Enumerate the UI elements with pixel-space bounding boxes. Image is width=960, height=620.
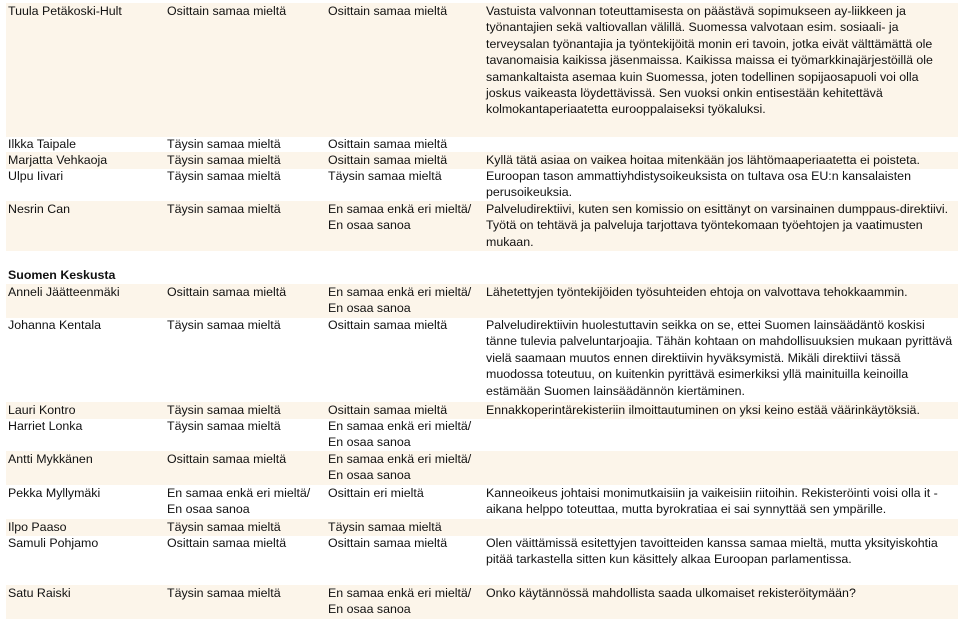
table-row (6, 317, 958, 401)
respondent-name: Nesrin Can (8, 202, 70, 216)
answer-column-1: Täysin samaa mieltä (167, 202, 281, 216)
table-row (6, 451, 958, 485)
answer-column-2: Osittain samaa mieltä (328, 403, 448, 417)
respondent-name: Samuli Pohjamo (8, 536, 99, 550)
comment: Kanneoikeus johtaisi monimutkaisiin ja vaikeisiin riitoihin. Rekisteröinti voisi olla it -aikana helppo toteuttaa, mutta byrokratiaa ei sai synnyttää sen ympärille. (486, 486, 938, 517)
table-row (6, 519, 958, 536)
answer-column-1: Täysin samaa mieltä (167, 318, 281, 332)
comment: Palveludirektiivin huolestuttavin seikka on se, ettei Suomen lainsäädäntö koskisi tänne tulevia palveluntarjoajia. Tähän kohtaan on mahdollisuuksien mukaan pyrittävä vielä saamaan muutos ennen direktiivin hyväksymistä. Mikäli direktiivi tässä muodossa toteutuu, on kuitenkin pyrittävä esimerkiksi yllä mainituilla keinoilla estämään Suomen lainsäädännön kiertäminen. (486, 318, 953, 398)
comment: Euroopan tason ammattiyhdistysoikeuksista on tultava osa EU:n kansalaisten perusoikeuksia. (486, 169, 911, 200)
section-heading: Suomen Keskusta (8, 268, 116, 282)
answer-column-2: Osittain samaa mieltä (328, 318, 448, 332)
answer-column-2: En samaa enkä eri mieltä/ En osaa sanoa (328, 285, 472, 316)
comment: Kyllä tätä asiaa on vaikea hoitaa mitenkään jos lähtömaaperiaatetta ei poisteta. (486, 153, 920, 167)
answer-column-1: En samaa enkä eri mieltä/ En osaa sanoa (167, 486, 311, 517)
answer-column-1: Täysin samaa mieltä (167, 403, 281, 417)
respondent-name: Pekka Myllymäki (8, 486, 101, 500)
answer-column-2: Osittain samaa mieltä (328, 153, 448, 167)
answer-column-1: Osittain samaa mieltä (167, 536, 287, 550)
answer-column-2: Osittain eri mieltä (328, 486, 424, 500)
table-row (6, 152, 958, 169)
answer-column-2: Osittain samaa mieltä (328, 137, 448, 151)
comment: Onko käytännössä mahdollista saada ulkomaiset rekisteröitymään? (486, 586, 856, 600)
respondent-name: Satu Raiski (8, 586, 71, 600)
answer-column-2: En samaa enkä eri mieltä/ En osaa sanoa (328, 586, 472, 617)
answer-column-1: Osittain samaa mieltä (167, 452, 287, 466)
respondent-name: Tuula Petäkoski-Hult (8, 4, 122, 18)
answer-column-2: En samaa enkä eri mieltä/ En osaa sanoa (328, 452, 472, 483)
comment: Olen väittämissä esitettyjen tavoitteiden kanssa samaa mieltä, mutta yksityiskohtia pitää tarkastella sitten kun käsittely alkaa Euroopan parlamentissa. (486, 536, 938, 567)
respondent-name: Ulpu Iivari (8, 169, 64, 183)
table-row (6, 284, 958, 318)
respondent-name: Anneli Jäätteenmäki (8, 285, 120, 299)
table-row (6, 535, 958, 586)
answer-column-1: Osittain samaa mieltä (167, 285, 287, 299)
answer-column-2: Osittain samaa mieltä (328, 4, 448, 18)
table-row (6, 168, 958, 202)
answer-column-1: Täysin samaa mieltä (167, 419, 281, 433)
table-row (6, 3, 958, 137)
table-row (6, 201, 958, 251)
answer-column-1: Täysin samaa mieltä (167, 520, 281, 534)
answer-column-1: Täysin samaa mieltä (167, 169, 281, 183)
answer-column-1: Täysin samaa mieltä (167, 153, 281, 167)
answer-column-1: Täysin samaa mieltä (167, 137, 281, 151)
table-row (6, 418, 958, 452)
answer-column-2: Täysin samaa mieltä (328, 520, 442, 534)
table-row (6, 585, 958, 619)
respondent-name: Harriet Lonka (8, 419, 83, 433)
comment: Vastuista valvonnan toteuttamisesta on päästävä sopimukseen ay-liikkeen ja työnantajien sekä valtiovallan välillä. Suomessa valvotaan esim. sosiaali- ja terveysalan työnantajia ja työntekijöitä monin eri tavoin, jotka eivät välttämättä ole tavanomaisia kaikissa jäsenmaissa. Kaikissa maissa ei työmarkkinajärjestöillä ole samankaltaista asemaa kuin Suomessa, joten todellinen sopijaosapuoli voi olla joskus vaikeasta löydettävissä. Sen vuoksi onkin entisestään kehitettävä kolmokantaperiaatetta eurooppalaiseksi työkaluksi. (486, 4, 933, 117)
table-row (6, 402, 958, 419)
respondent-name: Marjatta Vehkaoja (8, 153, 108, 167)
comment: Ennakkoperintärekisteriin ilmoittautuminen on yksi keino estää väärinkäytöksiä. (486, 403, 920, 417)
answer-column-2: Osittain samaa mieltä (328, 536, 448, 550)
answer-column-1: Täysin samaa mieltä (167, 586, 281, 600)
respondent-name: Johanna Kentala (8, 318, 102, 332)
table-row (6, 136, 958, 153)
respondent-name: Ilkka Taipale (8, 137, 76, 151)
answer-column-2: Täysin samaa mieltä (328, 169, 442, 183)
answer-column-1: Osittain samaa mieltä (167, 4, 287, 18)
respondent-name: Antti Mykkänen (8, 452, 93, 466)
respondent-name: Lauri Kontro (8, 403, 76, 417)
respondent-name: Ilpo Paaso (8, 520, 67, 534)
table-row (6, 485, 958, 519)
answer-column-2: En samaa enkä eri mieltä/ En osaa sanoa (328, 419, 472, 450)
comment: Palveludirektiivi, kuten sen komissio on esittänyt on varsinainen dumppaus-direktiivi. Työtä on tehtävä ja palveluja tarjottava työntekomaan työehtojen ja vaatimusten mukaan. (486, 202, 949, 249)
comment: Lähetettyjen työntekijöiden työsuhteiden ehtoja on valvottava tehokkaammin. (486, 285, 908, 299)
answer-column-2: En samaa enkä eri mieltä/ En osaa sanoa (328, 202, 472, 233)
